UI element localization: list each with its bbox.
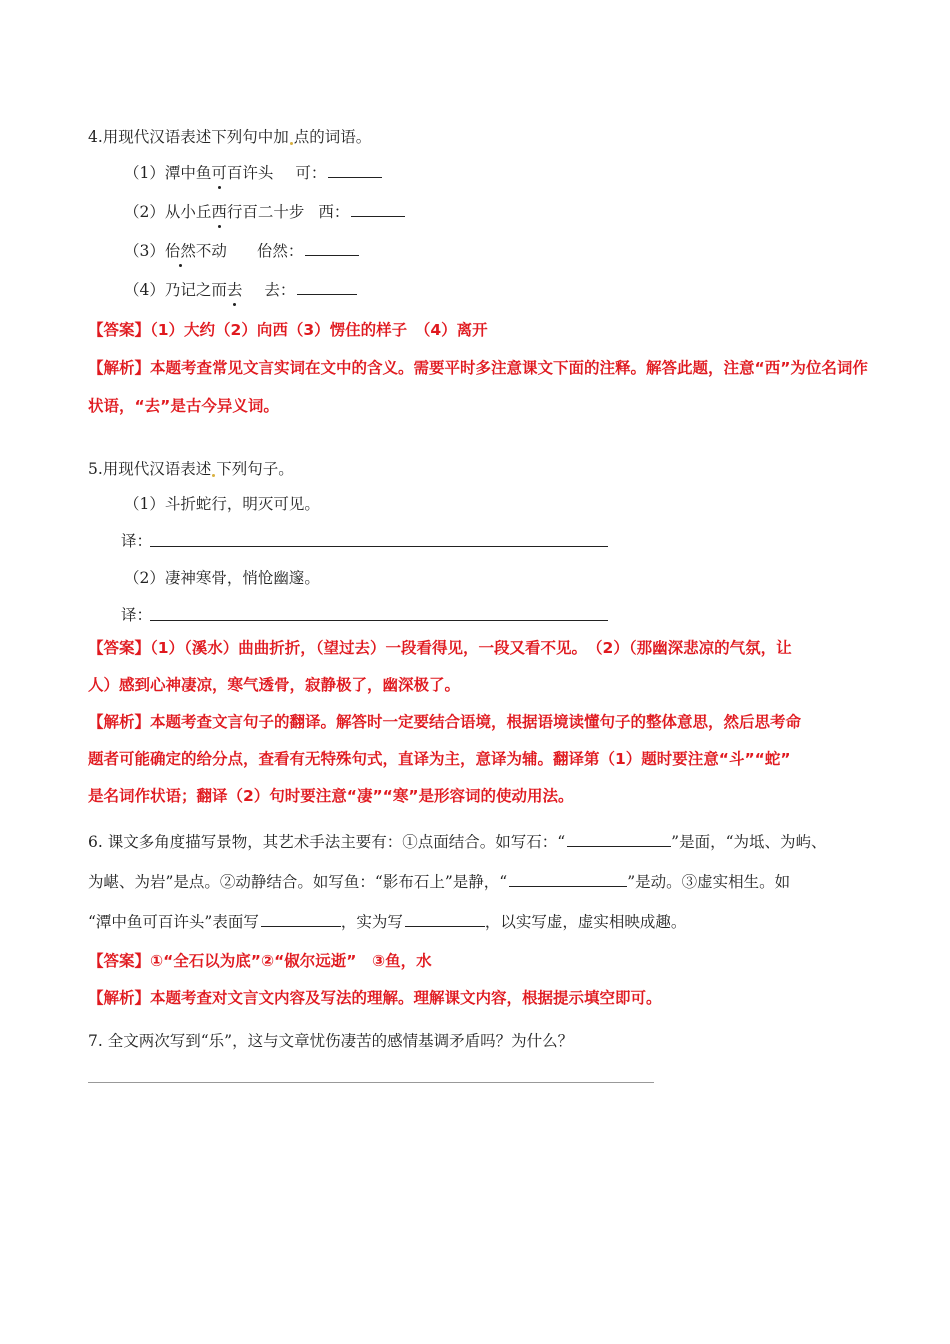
answer-blank[interactable] [297, 278, 357, 295]
translation-line-2[interactable] [150, 620, 608, 621]
q7-stem: 7. 全文两次写到“乐”，这与文章忧伤凄苦的感情基调矛盾吗？为什么？ [88, 1032, 574, 1050]
q6-line-1: 6. 课文多角度描写景物，其艺术手法主要有：①点面结合。如写石：“ ”是面，“为坻、为屿、 [88, 830, 827, 853]
q5-analysis-line-2: 题者可能确定的给分点，查看有无特殊句式，直译为主，意译为辅。翻译第（1）题时要注意“斗”“蛇” [88, 750, 791, 768]
q5-yi-label-1: 译： [121, 532, 153, 550]
q5-stem: 5.用现代汉语表述 下列句子。 [88, 460, 294, 478]
answer-blank[interactable] [567, 830, 671, 847]
q4-stem: 4.用现代汉语表述下列句中加 点的词语。 [88, 128, 372, 146]
q6-answer: 【答案】①“全石以为底”②“俶尔远逝” ③鱼，水 [88, 952, 432, 970]
q5-answer-line-1: 【答案】（1）（溪水）曲曲折折，（望过去）一段看得见，一段又看不见。 （2）（那幽深悲凉的气氛，让 [88, 639, 792, 657]
q5-analysis-line-3: 是名词作状语；翻译（2）句时要注意“凄”“寒”是形容词的使动用法。 [88, 787, 574, 805]
q4-item-4: （4）乃记之而去 去： [124, 278, 357, 301]
dot-marker [212, 474, 215, 477]
q5-analysis-line-1: 【解析】本题考查文言句子的翻译。解答时一定要结合语境，根据语境读懂句子的整体意思，然后思考命 [88, 713, 802, 731]
q4-analysis-line-2: 状语，“去”是古今异义词。 [88, 397, 279, 415]
answer-blank[interactable] [305, 239, 359, 256]
q5-item-1: （1）斗折蛇行，明灭可见。 [124, 495, 320, 513]
answer-line[interactable] [88, 1082, 654, 1083]
q4-item-3: （3）佁然不动 佁然： [124, 239, 359, 262]
answer-blank[interactable] [328, 161, 382, 178]
answer-blank[interactable] [261, 910, 341, 927]
q5-yi-label-2: 译： [121, 606, 153, 624]
q6-analysis: 【解析】本题考查对文言文内容及写法的理解。理解课文内容，根据提示填空即可。 [88, 989, 662, 1007]
answer-blank[interactable] [351, 200, 405, 217]
q5-answer-line-2: 人）感到心神凄凉，寒气透骨，寂静极了，幽深极了。 [88, 676, 461, 694]
translation-line-1[interactable] [150, 546, 608, 547]
dot-marker [290, 142, 293, 145]
answer-blank[interactable] [405, 910, 485, 927]
q4-answer: 【答案】（1）大约（2）向西（3）愣住的样子 （4）离开 [88, 321, 488, 339]
q6-line-3: “潭中鱼可百许头”表面写 ，实为写 ，以实写虚，虚实相映成趣。 [88, 910, 686, 933]
q4-item-1: （1）潭中鱼可百许头 可： [124, 161, 382, 184]
q4-item-2: （2）从小丘西行百二十步 西： [124, 200, 405, 223]
q4-analysis-line-1: 【解析】本题考查常见文言实词在文中的含义。需要平时多注意课文下面的注释。解答此题，注意“西”为位名词作 [88, 359, 868, 377]
answer-blank[interactable] [509, 870, 627, 887]
q5-item-2: （2）凄神寒骨，悄怆幽邃。 [124, 569, 320, 587]
q6-line-2: 为嵁、为岩”是点。②动静结合。如写鱼：“影布石上”是静，“ ”是动。③虚实相生。如 [88, 870, 790, 893]
